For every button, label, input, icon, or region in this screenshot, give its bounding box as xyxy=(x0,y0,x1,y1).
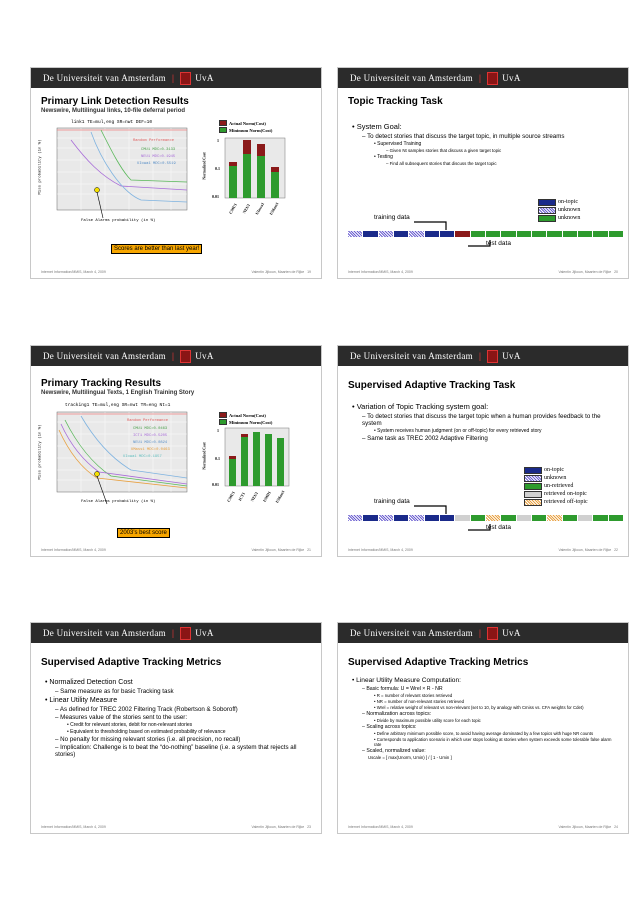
det-ylabel: Miss probability (in %) xyxy=(38,424,43,480)
legend-label: un-retrieved xyxy=(544,483,574,489)
test-data-label: test data xyxy=(486,240,511,247)
slide-body xyxy=(352,675,620,761)
bullet-text: Normalization across topics: xyxy=(366,711,432,717)
uva-logo-text: UvA xyxy=(195,628,214,638)
bullet: – Measures value of the stories sent to the user: xyxy=(55,714,188,721)
footer-left: Internet Information/MMIS, March 4, 2009 xyxy=(41,270,106,274)
det-curve-label: NEU1 MDC=0.1945 xyxy=(141,155,176,159)
page-number: 20 xyxy=(614,270,618,274)
bar-umd1 xyxy=(265,434,272,486)
retrieved-on-topic-swatch-icon xyxy=(524,491,542,498)
bullet-text: To detect stories that discuss the target topic, in multiple source streams xyxy=(367,133,565,140)
legend-label: Actual Norm(Cost) xyxy=(229,120,266,126)
banner-separator: | xyxy=(171,628,175,638)
bullet: – Find all subsequent stories that discuss the target topic xyxy=(386,161,497,166)
bar-ytick: 0.1 xyxy=(215,166,220,171)
slide-title: Topic Tracking Task xyxy=(348,96,443,107)
footer-authors: Valentin Jijkoun, Maarten de Rijke xyxy=(558,825,612,829)
bar-ylabel: Normalized Cost xyxy=(202,152,207,180)
bar-umass1 xyxy=(277,438,284,486)
det-plot xyxy=(38,400,191,514)
bullet: • System receives human judgment (on or off-topic) for every retrieved story xyxy=(374,428,542,434)
bar-xlabel: UMass1 xyxy=(268,201,280,216)
det-curve-label: Random Performance xyxy=(127,419,169,423)
page-number: 24 xyxy=(614,825,618,829)
bullet-text: Divide by maximum possible utility score for each topic xyxy=(376,718,481,723)
uva-banner xyxy=(31,68,321,88)
det-curve-label: UIowa1 MDC=0.5519 xyxy=(137,162,176,166)
slide-title: Supervised Adaptive Tracking Metrics xyxy=(348,657,529,668)
bullet: • Linear Utility Measure xyxy=(45,697,118,704)
footer-left: Internet Information/MMIS, March 4, 2009 xyxy=(41,825,106,829)
university-name: De Universiteit van Amsterdam xyxy=(43,351,166,361)
bullet-text: System Goal: xyxy=(356,122,402,131)
bullet-text: Credit for relevant stories, debit for non-relevant stories xyxy=(70,722,193,728)
uva-crest-icon xyxy=(487,72,498,85)
bullet: – To detect stories that discuss the target topic, in multiple source streams xyxy=(362,133,565,140)
bar-ylabel: Normalized Cost xyxy=(202,442,207,470)
slide-footer xyxy=(41,548,311,552)
un-retrieved-swatch-icon xyxy=(524,483,542,490)
bullet: • System Goal: xyxy=(352,122,402,131)
university-name: De Universiteit van Amsterdam xyxy=(350,628,473,638)
bullet-text: Find all subsequent stories that discuss the target topic xyxy=(389,161,497,166)
page-number: 22 xyxy=(614,548,618,552)
slide-body xyxy=(352,120,620,167)
bullet: • R = number of relevant stories retrieved xyxy=(374,693,453,698)
bullet-text: To detect stories that discuss the target topic when a human provides feedback to the system xyxy=(362,413,601,427)
bar-umass1 xyxy=(271,170,279,198)
footer-authors: Valentin Jijkoun, Maarten de Rijke xyxy=(251,270,305,274)
slide-footer xyxy=(41,270,311,274)
slide-tracking-results xyxy=(30,345,322,557)
bar-ytick: 0.1 xyxy=(215,456,220,461)
slide-subtitle: Newswire, Multilingual links, 10-file deferral period xyxy=(41,108,186,114)
footer-authors: Valentin Jijkoun, Maarten de Rijke xyxy=(558,270,612,274)
det-xlabel: False Alarms probability (in %) xyxy=(81,500,156,504)
banner-separator: | xyxy=(171,351,175,361)
bullet: – Given Nt samples stories that discuss a given target topic xyxy=(386,148,502,153)
legend-label: Minimum Norm(Cost) xyxy=(229,419,273,425)
slide-footer xyxy=(348,825,618,829)
uva-logo-text: UvA xyxy=(195,351,214,361)
legend-label: retrieved on-topic xyxy=(544,491,587,497)
det-curve-label: NEU1 MDC=0.0824 xyxy=(133,441,168,445)
uva-crest-icon xyxy=(180,350,191,363)
det-curve-label: UIowa1 MDC=0.1957 xyxy=(123,455,162,459)
bullet-text: As defined for TREC 2002 Filtering Track (Robertson & Soboroff) xyxy=(59,706,238,713)
bullet-text: Normalized Detection Cost xyxy=(49,679,133,686)
bullet: • Linear Utility Measure Computation: xyxy=(352,677,461,684)
bullet: – Scaled, normalized value: xyxy=(362,748,426,754)
test-data-label: test data xyxy=(486,524,511,531)
det-ylabel: Miss probability (in %) xyxy=(38,139,43,195)
bar-ytick: 1 xyxy=(217,428,219,433)
bullet-text: Same task as TREC 2002 Adaptive Filtering xyxy=(367,435,488,442)
bar-xlabel: UMass1 xyxy=(274,489,286,504)
university-name: De Universiteit van Amsterdam xyxy=(350,73,473,83)
bullet-text: Linear Utility Measure xyxy=(49,697,118,704)
bullet-text: Implication: Challenge is to beat the “do-nothing” baseline (i.e. a system that rejects all stories) xyxy=(55,744,297,758)
bullet-text: Basic formula: U = Wrel × R - NR xyxy=(366,686,443,692)
det-curve-label: Random Performance xyxy=(133,139,175,143)
legend-item xyxy=(524,482,588,490)
bullet: – Same task as TREC 2002 Adaptive Filtering xyxy=(362,435,488,442)
uva-crest-icon xyxy=(180,627,191,640)
legend-label: unknown xyxy=(558,215,581,221)
legend-item xyxy=(524,490,588,498)
uva-crest-icon xyxy=(487,350,498,363)
slide-body xyxy=(352,400,620,443)
bullet: – As defined for TREC 2002 Filtering Track (Robertson & Soboroff) xyxy=(55,706,238,713)
slide-adaptive-metrics-2 xyxy=(337,622,629,834)
banner-separator: | xyxy=(478,73,482,83)
bullet: – Scaling across topics: xyxy=(362,724,417,730)
page-number: 21 xyxy=(307,548,311,552)
slide-link-detection-results xyxy=(30,67,322,279)
bullet-text: Same measure as for basic Tracking task xyxy=(60,688,174,695)
formula xyxy=(368,755,620,760)
bar-xlabel: UMD1 xyxy=(261,490,272,503)
bullet-text: Supervised Training xyxy=(377,141,422,147)
story-timeline xyxy=(348,515,624,521)
slide-footer xyxy=(348,270,618,274)
bullet-text: Wrel = relative weight of relevant vs non-relevant (set to 10, by analogy with Cmiss vs. CFA weights for Cdet) xyxy=(376,705,584,710)
bullet-text: Linear Utility Measure Computation: xyxy=(356,677,461,684)
bar-chart xyxy=(199,120,309,230)
bullet-text: Measures value of the stories sent to the user: xyxy=(60,714,188,721)
bullet: • Define arbitrary minimum possible score, to avoid having average dominated by a few topics with huge NR counts xyxy=(374,731,594,736)
university-name: De Universiteit van Amsterdam xyxy=(350,351,473,361)
timeline-arrows-svg xyxy=(338,218,628,258)
page-number: 23 xyxy=(307,825,311,829)
story-timeline xyxy=(348,231,624,237)
timeline-arrows-svg xyxy=(338,502,628,542)
bullet-text: Testing xyxy=(377,154,393,160)
footer-right xyxy=(252,548,312,552)
bullet-text: Scaling across topics: xyxy=(366,724,417,730)
footer-left: Internet Information/MMIS, March 4, 2009 xyxy=(348,270,413,274)
bar-xlabel: CMU1 xyxy=(225,490,236,503)
bullet-text: Scaled, normalized value: xyxy=(366,748,426,754)
uva-logo-text: UvA xyxy=(502,351,521,361)
legend-label: Minimum Norm(Cost) xyxy=(229,127,273,133)
footer-left: Internet Information/MMIS, March 4, 2009 xyxy=(348,548,413,552)
legend-label: on-topic xyxy=(544,467,564,473)
legend-label: retrieved off-topic xyxy=(544,499,588,505)
uva-logo-text: UvA xyxy=(502,628,521,638)
footer-right xyxy=(559,548,619,552)
on-topic-swatch-icon xyxy=(524,467,542,474)
slide-footer xyxy=(41,825,311,829)
bullet: – Basic formula: U = Wrel × R - NR xyxy=(362,686,443,692)
callout-box: Scores are better than last year! xyxy=(111,244,202,254)
footer-authors: Valentin Jijkoun, Maarten de Rijke xyxy=(251,548,305,552)
uva-banner xyxy=(338,346,628,366)
footer-left: Internet Information/MMIS, March 4, 2009 xyxy=(348,825,413,829)
legend-label: unknown xyxy=(544,475,567,481)
bullet-text: System receives human judgment (on or off-topic) for every retrieved story xyxy=(377,428,542,434)
uva-crest-icon xyxy=(180,72,191,85)
bar-ict1 xyxy=(241,436,248,486)
bullet: • NR = number of non-relevant stories retrieved xyxy=(374,699,464,704)
slide-footer xyxy=(348,548,618,552)
uva-logo-text: UvA xyxy=(195,73,214,83)
det-curve-label: ICT1 MDC=0.5205 xyxy=(133,434,168,438)
uva-banner xyxy=(338,68,628,88)
banner-separator: | xyxy=(171,73,175,83)
legend-label: Actual Norm(Cost) xyxy=(229,412,266,418)
footer-right xyxy=(559,270,619,274)
bullet: • Supervised Training xyxy=(374,141,422,147)
det-plot xyxy=(38,120,191,230)
bar-ytick: 0.01 xyxy=(212,194,219,199)
bullet: – Normalization across topics: xyxy=(362,711,432,717)
bullet: – To detect stories that discuss the target topic when a human provides feedback to the system xyxy=(362,413,601,427)
story-legend xyxy=(524,466,588,506)
uva-logo-text: UvA xyxy=(502,73,521,83)
slide-subtitle: Newswire, Multilingual Texts, 1 English Training Story xyxy=(41,390,195,396)
on-topic-swatch-icon xyxy=(538,199,556,206)
footer-right xyxy=(559,825,619,829)
callout-box: 2003's best score xyxy=(117,528,170,538)
det-curve-label: CMU1 MDC=0.3133 xyxy=(141,148,176,152)
footer-authors: Valentin Jijkoun, Maarten de Rijke xyxy=(558,548,612,552)
bullet-text: Equivalent to thresholding based on estimated probability of relevance xyxy=(70,729,226,735)
bullet-text: R = number of relevant stories retrieved xyxy=(376,693,453,698)
banner-separator: | xyxy=(478,351,482,361)
bar-ytick: 0.01 xyxy=(212,482,219,487)
bullet: • Normalized Detection Cost xyxy=(45,679,133,686)
bullet: • Divide by maximum possible utility score for each topic xyxy=(374,718,481,723)
page-number: 19 xyxy=(307,270,311,274)
slide-supervised-adaptive-task xyxy=(337,345,629,557)
footer-right xyxy=(252,270,312,274)
bullet-text: No penalty for missing relevant stories (i.e. all precision, no recall) xyxy=(60,736,241,743)
training-data-label: training data xyxy=(374,214,410,221)
training-data-label: training data xyxy=(374,498,410,505)
bar-xlabel: NEU1 xyxy=(249,490,260,503)
bar-xlabel: NEU1 xyxy=(241,202,252,215)
bullet: – No penalty for missing relevant stories (i.e. all precision, no recall) xyxy=(55,736,241,743)
legend-label: unknown xyxy=(558,207,581,213)
det-plot-title: tracking1 TE=mul,eng SR=nwt TR=eng Nt=1 xyxy=(65,403,171,408)
bar-neu1 xyxy=(253,432,260,486)
bar-xlabel: ICT1 xyxy=(237,491,247,502)
slide-title: Primary Link Detection Results xyxy=(41,96,189,107)
banner-separator: | xyxy=(478,628,482,638)
legend-item xyxy=(538,206,580,214)
bullet: • Credit for relevant stories, debit for non-relevant stories xyxy=(67,722,193,728)
det-curve-label: CMU1 MDC=0.0463 xyxy=(133,427,168,431)
footer-left: Internet Information/MMIS, March 4, 2009 xyxy=(41,548,106,552)
slide-body xyxy=(45,677,313,759)
bullet: • Corresponds to application scenario in which user stops looking at stories when system exceeds some tolerable false alarm rate xyxy=(374,737,612,747)
slide-adaptive-metrics-1 xyxy=(30,622,322,834)
bullet: • Equivalent to thresholding based on estimated probability of relevance xyxy=(67,729,226,735)
footer-authors: Valentin Jijkoun, Maarten de Rijke xyxy=(251,825,305,829)
bullet-text: Variation of Topic Tracking system goal: xyxy=(356,402,489,411)
bullet: – Implication: Challenge is to beat the “do-nothing” baseline (i.e. a system that rejects all stories) xyxy=(55,744,297,758)
unknown-swatch-icon xyxy=(524,475,542,482)
legend-item xyxy=(524,474,588,482)
slide-title: Supervised Adaptive Tracking Task xyxy=(348,380,516,391)
formula-text: Uscale = [ max(Unorm, Umin) ] / [ 1 - Umin ] xyxy=(368,755,452,760)
uva-banner xyxy=(31,346,321,366)
uva-banner xyxy=(31,623,321,643)
det-curve-label: UMass1 MDC=0.0463 xyxy=(131,448,170,452)
legend-label: on-topic xyxy=(558,199,578,205)
bullet: • Wrel = relative weight of relevant vs non-relevant (set to 10, by analogy with Cmiss vs. CFA weights for Cdet) xyxy=(374,705,584,710)
slide-title: Primary Tracking Results xyxy=(41,378,162,389)
bullet-text: Corresponds to application scenario in which user stops looking at stories when system exceeds some tolerable false alarm rate xyxy=(374,737,612,747)
legend-item xyxy=(524,466,588,474)
uva-crest-icon xyxy=(487,627,498,640)
bar-cmu1 xyxy=(229,458,236,486)
uva-banner xyxy=(338,623,628,643)
bullet: • Testing xyxy=(374,154,393,160)
legend-item xyxy=(538,198,580,206)
bullet-text: Define arbitrary minimum possible score, to avoid having average dominated by a few topics with huge NR counts xyxy=(376,731,594,736)
footer-right xyxy=(252,825,312,829)
bar-xlabel: UIowa1 xyxy=(254,201,266,216)
bar-ytick: 1 xyxy=(217,138,219,143)
slide-title: Supervised Adaptive Tracking Metrics xyxy=(41,657,222,668)
bullet: • Variation of Topic Tracking system goal: xyxy=(352,402,489,411)
det-xlabel: False Alarms probability (in %) xyxy=(81,219,156,223)
bar-chart xyxy=(199,406,309,516)
bar-xlabel: CMU1 xyxy=(227,202,238,215)
bullet-text: Given Nt samples stories that discuss a given target topic xyxy=(389,148,502,153)
slide-topic-tracking-task xyxy=(337,67,629,279)
bullet: – Same measure as for basic Tracking task xyxy=(55,688,174,695)
unknown-swatch-icon xyxy=(538,207,556,214)
bar-cmu1 xyxy=(229,166,237,198)
det-plot-title: link1 TE=mul,eng SR=nwt DEF=10 xyxy=(71,120,153,125)
university-name: De Universiteit van Amsterdam xyxy=(43,73,166,83)
university-name: De Universiteit van Amsterdam xyxy=(43,628,166,638)
bullet-text: NR = number of non-relevant stories retrieved xyxy=(376,699,464,704)
